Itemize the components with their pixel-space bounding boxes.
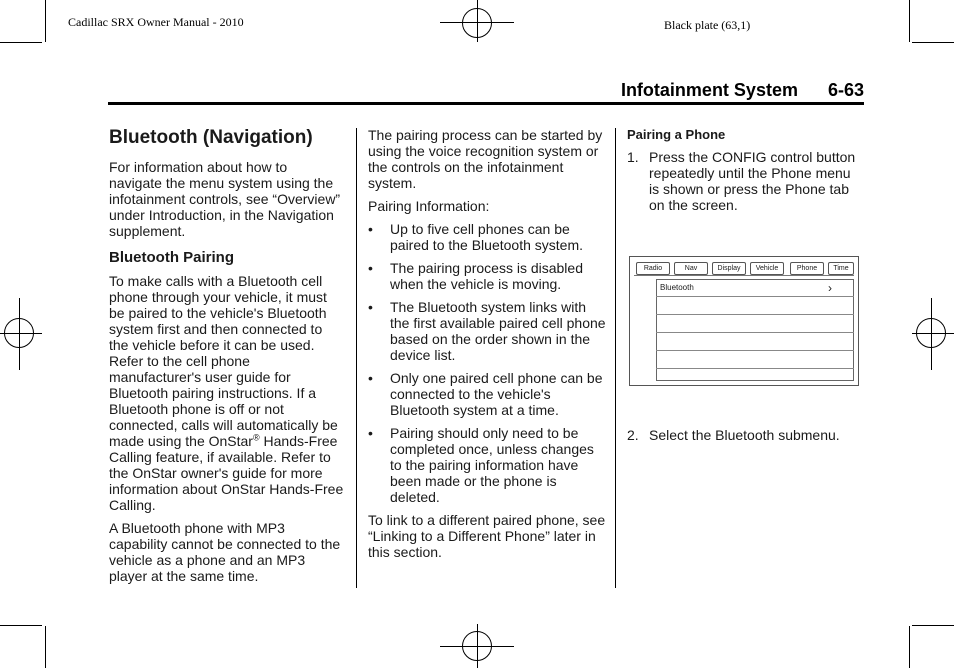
step-item: 1. Press the CONFIG control button repeatedly until the Phone menu is shown or press the Phone tab on the screen. <box>627 149 856 213</box>
running-header <box>621 80 864 101</box>
list-item: • Pairing should only need to be completed once, unless changes to the pairing information have been made or the phone is deleted. <box>368 425 594 505</box>
crop-mark <box>912 42 954 43</box>
menu-item-empty[interactable] <box>656 315 854 333</box>
list-item: • The Bluetooth system links with the first available paired cell phone based on the order shown in the device list. <box>368 299 606 363</box>
pairing-paragraph: To make calls with a Bluetooth cell phone through your vehicle, it must be paired to the vehicle's Bluetooth system first and then connected to the vehicle before it can be used. Refer to the cell phone manufacturer's user guide for Bluetooth pairing instructions. If a Bluetooth phone is off or not connected, calls will automatically be made using the OnStar® Hands-Free Calling feature, if available. Refer to the OnStar owner's guide for more information about OnStar Hands-Free Calling. <box>109 273 344 513</box>
section-heading: Bluetooth (Navigation) <box>109 127 313 148</box>
menu-item-empty[interactable] <box>656 351 854 369</box>
subheading: Bluetooth Pairing <box>109 249 234 266</box>
step-list <box>627 149 859 213</box>
header-rule <box>108 102 864 105</box>
list-item: • The pairing process is disabled when the vehicle is moving. <box>368 260 583 292</box>
subheading: Pairing a Phone <box>627 127 726 142</box>
crop-mark <box>0 625 42 626</box>
column-2 <box>368 127 606 567</box>
screen-tab-bar <box>634 261 854 276</box>
crop-mark <box>45 626 46 668</box>
crop-mark <box>909 626 910 668</box>
column-3-step-2 <box>627 427 859 449</box>
info-label: Pairing Information: <box>368 198 490 214</box>
menu-side-panel <box>634 279 657 381</box>
step-list <box>627 427 859 443</box>
column-divider <box>356 128 357 588</box>
column-1 <box>109 127 344 591</box>
tab-phone[interactable]: Phone <box>790 262 824 275</box>
step-item: 2. Select the Bluetooth submenu. <box>627 427 840 443</box>
plate-header-left: Cadillac SRX Owner Manual - 2010 <box>68 15 244 29</box>
plate-header-right: Black plate (63,1) <box>664 18 751 32</box>
tab-nav[interactable]: Nav <box>674 262 708 275</box>
section-title: Infotainment System <box>620 80 798 100</box>
intro-paragraph: For information about how to navigate the menu system using the infotainment controls, see “Overview” under Introduction, in the Navigation supplement. <box>109 159 341 239</box>
crop-mark <box>0 42 42 43</box>
page-number: 6-63 <box>827 80 864 100</box>
chevron-right-icon: › <box>828 281 832 295</box>
crop-mark <box>45 0 46 42</box>
crop-mark <box>909 0 910 42</box>
menu-item-empty[interactable] <box>656 297 854 315</box>
column-3 <box>627 127 859 219</box>
menu-item-bluetooth[interactable]: Bluetooth › <box>656 279 854 297</box>
menu-item-empty[interactable] <box>656 333 854 351</box>
list-item: • Up to five cell phones can be paired to the Bluetooth system. <box>368 221 583 253</box>
tab-radio[interactable]: Radio <box>636 262 670 275</box>
column-divider <box>615 128 616 588</box>
paragraph: The pairing process can be started by using the voice recognition system or the controls on the infotainment system. <box>368 127 603 191</box>
list-item: • Only one paired cell phone can be connected to the vehicle's Bluetooth system at a time. <box>368 370 603 418</box>
crop-mark <box>912 625 954 626</box>
paragraph: To link to a different paired phone, see “Linking to a Different Phone” later in this section. <box>368 512 606 560</box>
phone-menu-screen-illustration <box>629 256 859 386</box>
tab-vehicle[interactable]: Vehicle <box>750 262 784 275</box>
tab-display[interactable]: Display <box>712 262 746 275</box>
mp3-paragraph: A Bluetooth phone with MP3 capability cannot be connected to the vehicle as a phone and an MP3 player at the same time. <box>109 520 341 584</box>
tab-time[interactable]: Time <box>828 262 854 275</box>
bullet-list <box>368 221 606 505</box>
